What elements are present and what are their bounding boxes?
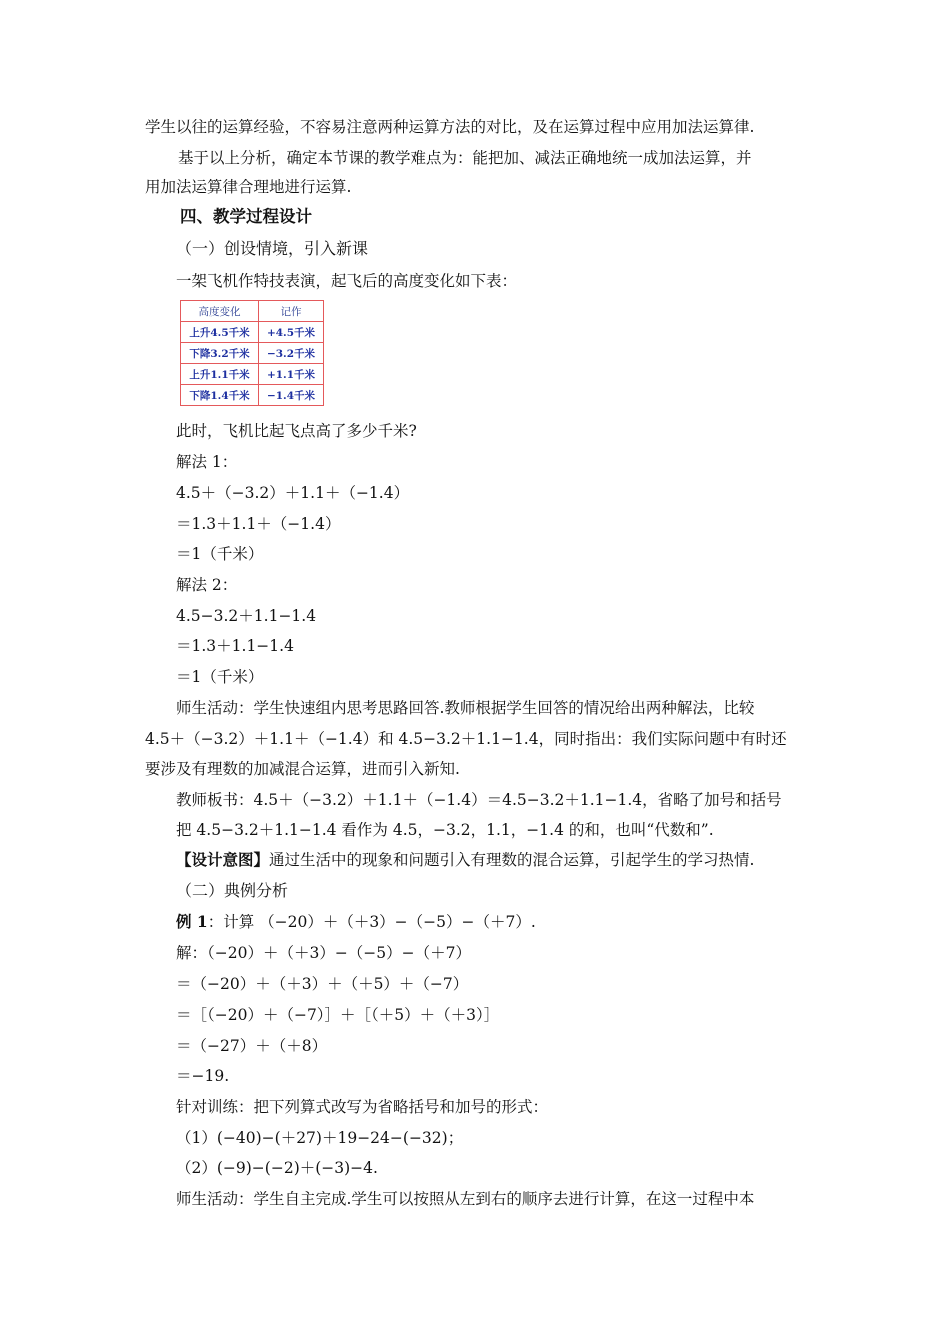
paragraph-line: 用加法运算律合理地进行运算. <box>145 178 352 196</box>
table-cell: +1.1千米 <box>259 364 324 385</box>
table-cell: −3.2千米 <box>259 343 324 364</box>
question-line: 此时，飞机比起飞点高了多少千米? <box>176 422 417 440</box>
equation-line: ＝−19. <box>176 1067 230 1085</box>
equation-line: ＝（−27）＋（＋8） <box>176 1037 328 1055</box>
design-intent-label: 【设计意图】 <box>176 850 270 869</box>
paragraph-line: 把 4.5−3.2＋1.1−1.4 看作为 4.5，−3.2，1.1，−1.4 的和，也叫“代数和”. <box>176 821 714 839</box>
method-label: 解法 2： <box>176 576 238 594</box>
paragraph-line: 师生活动：学生自主完成.学生可以按照从左到右的顺序去进行计算，在这一过程中本 <box>176 1190 755 1208</box>
table-header-cell: 记作 <box>259 301 324 322</box>
paragraph-line: 针对训练：把下列算式改写为省略括号和加号的形式： <box>176 1098 549 1116</box>
table-cell: 上升4.5千米 <box>181 322 259 343</box>
example-line <box>176 911 536 933</box>
table-row <box>181 343 324 364</box>
table-cell: −1.4千米 <box>259 385 324 406</box>
table-header-row <box>181 301 324 322</box>
equation-line: ＝（−20）＋（＋3）＋（＋5）＋（−7） <box>176 975 469 993</box>
paragraph-line: 教师板书：4.5＋（−3.2）＋1.1＋（−1.4）＝4.5−3.2＋1.1−1.4，省略了加号和括号 <box>176 791 782 809</box>
table-row <box>181 385 324 406</box>
section-heading: 四、教学过程设计 <box>180 207 312 226</box>
exercise-line: （2）(−9)−(−2)＋(−3)−4. <box>176 1159 378 1177</box>
paragraph-line: 4.5＋（−3.2）＋1.1＋（−1.4）和 4.5−3.2＋1.1−1.4，同时指出：我们实际问题中有时还 <box>145 730 787 748</box>
table-cell: 下降1.4千米 <box>181 385 259 406</box>
table-row <box>181 364 324 385</box>
paragraph-line: 师生活动：学生快速组内思考思路回答.教师根据学生回答的情况给出两种解法，比较 <box>176 699 755 717</box>
paragraph-line: 要涉及有理数的加减混合运算，进而引入新知. <box>145 760 460 778</box>
paragraph-line: 学生以往的运算经验，不容易注意两种运算方法的对比，及在运算过程中应用加法运算律. <box>145 118 755 136</box>
equation-line: ＝1.3＋1.1−1.4 <box>176 637 294 655</box>
paragraph-line: 一架飞机作特技表演，起飞后的高度变化如下表： <box>176 272 518 290</box>
table-row <box>181 322 324 343</box>
example-text: ：计算 （−20）＋（＋3）−（−5）−（＋7）. <box>207 913 536 931</box>
design-intent <box>176 849 754 871</box>
equation-line: 解：（−20）＋（＋3）−（−5）−（＋7） <box>176 944 472 962</box>
example-label: 例 1 <box>176 912 208 931</box>
subsection-heading: （二）典例分析 <box>176 881 289 900</box>
table-cell: 下降3.2千米 <box>181 343 259 364</box>
method-label: 解法 1： <box>176 453 238 471</box>
equation-line: ＝［（−20）＋（−7）］＋［（＋5）＋（＋3）］ <box>176 1006 500 1024</box>
equation-line: 4.5−3.2＋1.1−1.4 <box>176 607 317 625</box>
exercise-line: （1）(−40)−(＋27)＋19−24−(−32)； <box>176 1129 464 1147</box>
design-intent-text: 通过生活中的现象和问题引入有理数的混合运算，引起学生的学习热情. <box>269 851 755 869</box>
table-cell: +4.5千米 <box>259 322 324 343</box>
equation-line: ＝1.3＋1.1＋（−1.4） <box>176 515 341 533</box>
equation-line: 4.5＋（−3.2）＋1.1＋（−1.4） <box>176 484 410 502</box>
altitude-table <box>180 300 324 406</box>
paragraph-line: 基于以上分析，确定本节课的教学难点为：能把加、减法正确地统一成加法运算，并 <box>178 149 752 167</box>
equation-line: ＝1（千米） <box>176 545 264 563</box>
table-cell: 上升1.1千米 <box>181 364 259 385</box>
equation-line: ＝1（千米） <box>176 668 264 686</box>
subsection-heading: （一）创设情境，引入新课 <box>176 239 369 258</box>
table-header-cell: 高度变化 <box>181 301 259 322</box>
